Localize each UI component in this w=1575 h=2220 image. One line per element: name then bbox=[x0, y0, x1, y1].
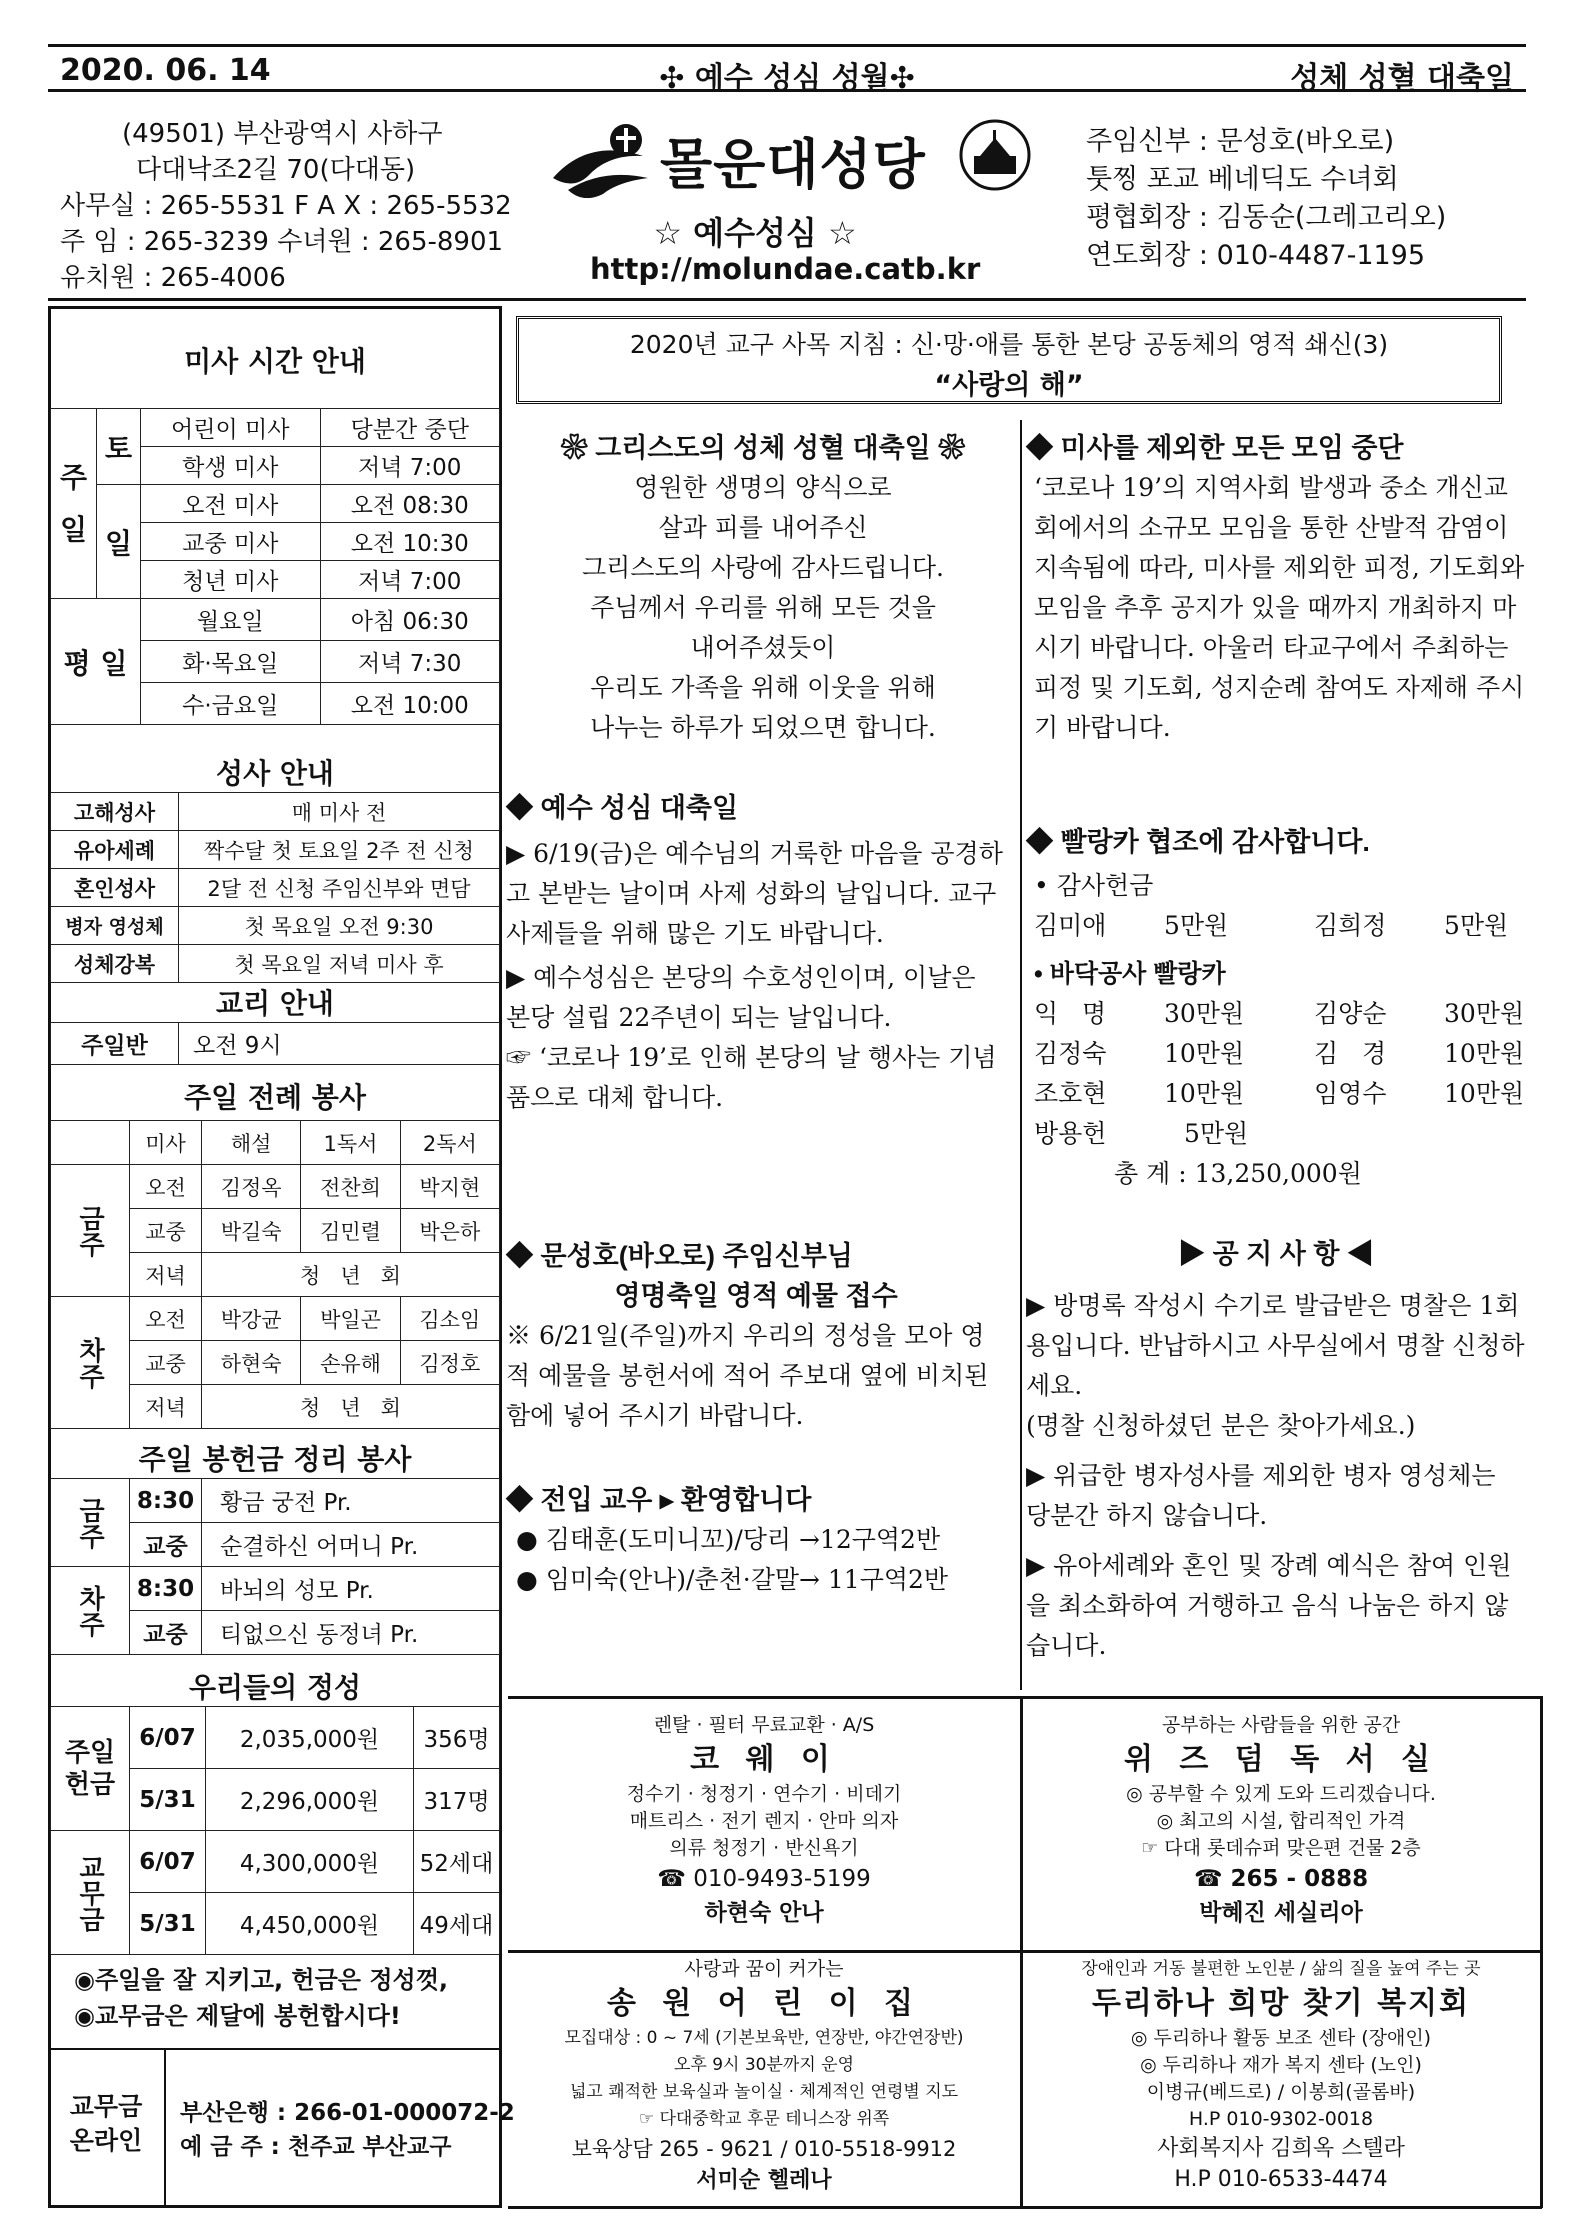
ad-durihana: 장애인과 거동 불편한 노인분 / 삶의 질을 높여 주는 곳 두리하나 희망 찾기 복지회 ◎ 두리하나 활동 보조 센타 (장애인) ◎ 두리하나 재가 복지 센타 (노인) 이병규(베드로) / 이봉희(골롬바) H.P 010-9302-0018 사회복지사 김희옥 스텔라 H.P 010-6533-4474 bbox=[1081, 1959, 1481, 2192]
address-line-2: 다대낙조2길 70(다대동) bbox=[136, 155, 416, 185]
yeondo-info: 연도회장 : 010-4487-1195 bbox=[1086, 240, 1426, 271]
sunday-label: 주 일 bbox=[51, 409, 97, 599]
offering-team-table: 금주 8:30 황금 궁전 Pr. 교중 순결하신 어머니 Pr. 차주 8:30 바뇌의 성모 Pr. 교중 티없으신 동정녀 Pr. bbox=[50, 1478, 500, 1655]
pastor-feast-article: ◆ 문성호(바오로) 주임신부님 영명축일 영적 예물 접수 ※ 6/21일(주일)까지 우리의 정성을 모아 영적 예물을 봉헌서에 적어 주보대 옆에 비치된 함에 넣어 주시기 바랍니다. bbox=[506, 1241, 989, 1430]
pastoral-banner: 2020년 교구 사목 지침 : 신·망·애를 통한 본당 공동체의 영적 쇄신(3) “사랑의 해” bbox=[516, 316, 1502, 404]
ad-wisdom: 공부하는 사람들을 위한 공간 위 즈 덤 독 서 실 ◎ 공부할 수 있게 도와 드리겠습니다. ◎ 최고의 시설, 합리적인 가격 ☞ 다대 롯데슈퍼 맞은편 건물 2층 ☎ 265 - 0888 박혜진 세실리아 bbox=[1123, 1714, 1439, 1926]
sacrament-table: 고해성사 매 미사 전 유아세례 짝수달 첫 토요일 2주 전 신청 혼인성사 2달 전 신청 주임신부와 면담 병자 영성체 첫 목요일 오전 9:30 성체강복 첫 목요일 저녁 미사 후 bbox=[50, 792, 500, 983]
catechism-table: 주일반 오전 9시 bbox=[50, 1022, 500, 1065]
newcomers-article: ◆ 전입 교우 ▸ 환영합니다 ● 김태훈(도미니꼬)/당리 →12구역2반 ● 임미숙(안나)/춘천·갈말→ 11구역2반 bbox=[506, 1485, 949, 1594]
rectory-phone: 주 임 : 265-3239 수녀원 : 265-8901 bbox=[60, 227, 504, 257]
giving-note-2: ◉교무금은 제달에 봉헌합시다! bbox=[74, 2002, 401, 2030]
ppalangka-article: ◆ 빨랑카 협조에 감사합니다. • 감사헌금 김미애 5만원 김희정 5만원 • 바닥공사 빨랑카 익 명 30만원 김양순 30만원 김정숙 10만원 김 경 10만원 조호현 10만원 임영수 10만원 방용헌 5만원 총 계 : 13,250,000원 bbox=[1026, 827, 1525, 1188]
top-bar bbox=[48, 44, 1526, 96]
council-info: 평협회장 : 김동순(그레고리오) bbox=[1086, 202, 1447, 233]
mass-times-title: 미사 시간 안내 bbox=[184, 345, 366, 378]
church-name: 몰운대성당 bbox=[660, 133, 926, 196]
pastor-info: 주임신부 : 문성호(바오로) bbox=[1086, 126, 1395, 157]
church-logo-icon bbox=[548, 118, 658, 198]
account-holder: 예 금 주 : 천주교 부산교구 bbox=[180, 2134, 452, 2160]
office-phone: 사무실 : 265-5531 F A X : 265-5532 bbox=[60, 191, 512, 221]
sisters-info: 툿찡 포교 베네딕도 수녀회 bbox=[1086, 164, 1399, 195]
church-patron: ☆ 예수성심 ☆ bbox=[653, 214, 857, 252]
month-title: ✣ 예수 성심 성월✣ bbox=[659, 61, 915, 96]
this-week-label: 금주 bbox=[51, 1165, 130, 1297]
weekday-label: 평 일 bbox=[51, 599, 141, 725]
offering-team-title: 주일 봉헌금 정리 봉사 bbox=[138, 1443, 412, 1476]
feast-article: ❀ 그리스도의 성체 성혈 대축일 ❀ 영원한 생명의 양식으로 살과 피를 내어주신 그리스도의 사랑에 감사드립니다. 주님께서 우리를 위해 모든 것을 내어주셨듯이 우리도 가족을 위해 이웃을 위해 나누는 하루가 되었으면 합니다. bbox=[560, 433, 966, 742]
meetings-article: ◆ 미사를 제외한 모든 모임 중단 ‘코로나 19’의 지역사회 발생과 중소 개신교회에서의 소규모 모임을 통한 산발적 감염이 지속됨에 따라, 미사를 제외한 피정, 기도회와 모임을 추후 공지가 있을 때까지 개최하지 마시기 바랍니다. 아울러 타교구에서 주최하는 피정 및 기도회, 성지순례 참여도 자제해 주시기 바랍니다. bbox=[1026, 433, 1525, 742]
sacrament-title: 성사 안내 bbox=[216, 757, 334, 790]
mass-times-table: 주 일 토 어린이 미사 당분간 중단 학생 미사 저녁 7:00 일 오전 미사 오전 08:30 교중 미사 오전 10:30 청년 미사 저녁 7:00 평 일 월요일 아침 06:30 화·목요일 저녁 7:30 수·금요일 오전 10:00 bbox=[50, 408, 500, 725]
kinder-phone: 유치원 : 265-4006 bbox=[60, 263, 286, 293]
bank-account: 부산은행 : 266-01-000072-2 bbox=[180, 2100, 515, 2126]
giving-table: 주일헌금 6/07 2,035,000원 356명 5/31 2,296,000원 317명 교무금 6/07 4,300,000원 52세대 5/31 4,450,000원 49세대 bbox=[50, 1706, 500, 1955]
ad-coway: 렌탈 · 필터 무료교환 · A/S 코 웨 이 정수기 · 청정기 · 연수기 · 비데기 매트리스 · 전기 렌지 · 안마 의자 의류 청정기 · 반신욕기 ☎ 010-9493-5199 하현숙 안나 bbox=[626, 1714, 902, 1926]
church-url[interactable]: http://molundae.catb.kr bbox=[590, 252, 981, 286]
address-line-1: (49501) 부산광역시 사하구 bbox=[122, 119, 443, 149]
catechism-title: 교리 안내 bbox=[216, 987, 334, 1020]
online-label: 교무금 온라인 bbox=[69, 2092, 143, 2155]
giving-title: 우리들의 정성 bbox=[188, 1671, 362, 1704]
giving-note-1: ◉주일을 잘 지키고, 헌금은 정성껏, bbox=[74, 1966, 448, 1994]
liturgy-table: 미사 해설 1독서 2독서 금주 오전 김정옥 전찬희 박지현 교중 박길숙 김민렬 박은하 저녁 청 년 회 차주 오전 박강균 박일곤 김소임 교중 하현숙 손유해 김정호 저녁 청 년 회 bbox=[50, 1120, 500, 1429]
notice-article: ▶ 공 지 사 항 ◀ ▶ 방명록 작성시 수기로 발급받은 명찰은 1회용입니다. 반납하시고 사무실에서 명찰 신청하세요. (명찰 신청하셨던 분은 찾아가세요.) ▶ 위급한 병자성사를 제외한 병자 영성체는 당분간 하지 않습니다. ▶ 유아세례와 혼인 및 장례 예식은 참여 인원을 최소화하여 거행하고 음식 나눔은 하지 않습니다. bbox=[1026, 1239, 1525, 1660]
next-week-label: 차주 bbox=[51, 1297, 130, 1429]
ad-songwon: 사랑과 꿈이 커가는 송 원 어 린 이 집 모집대상 : 0 ~ 7세 (기본보육반, 연장반, 야간연장반) 오후 9시 30분까지 운영 넓고 쾌적한 보육실과 놀이실 · 체계적인 연령별 지도 ☞ 다대중학교 후문 테니스장 위쪽 보육상담 265 - 9621 / 010-5518-9912 서미순 헬레나 bbox=[564, 1958, 964, 2193]
feast-title: 성체 성혈 대축일 bbox=[1290, 61, 1514, 96]
issue-date: 2020. 06. 14 bbox=[60, 53, 271, 88]
church-seal-icon bbox=[958, 118, 1032, 192]
sacred-heart-article: ◆ 예수 성심 대축일 ▶ 6/19(금)은 예수님의 거룩한 마음을 공경하고 본받는 날이며 사제 성화의 날입니다. 교구 사제들을 위해 많은 기도 바랍니다. ▶ 예수성심은 본당의 수호성인이며, 이날은 본당 설립 22주년이 되는 날입니다. ☞ ‘코로나 19’로 인해 본당의 날 행사는 기념품으로 대체 합니다. bbox=[506, 793, 1003, 1112]
liturgy-title: 주일 전례 봉사 bbox=[184, 1081, 366, 1114]
